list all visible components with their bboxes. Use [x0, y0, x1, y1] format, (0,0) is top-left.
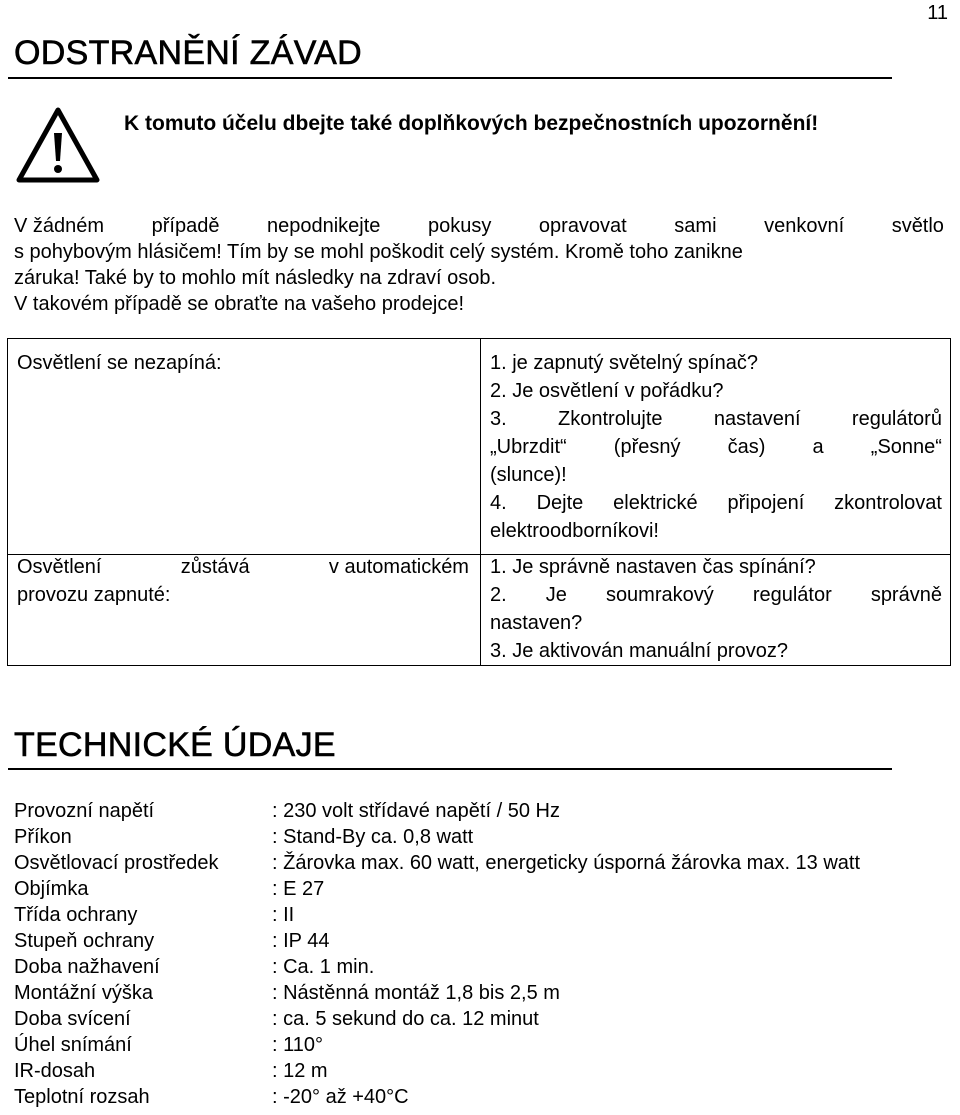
check-word: a: [812, 436, 824, 458]
check-word: „Ubrzdit“: [490, 436, 567, 458]
spec-value: : IP 44: [272, 930, 330, 952]
check-item: 2. Je osvětlení v pořádku?: [490, 380, 724, 402]
spec-value: : Ca. 1 min.: [272, 956, 375, 978]
paragraph-word: venkovní: [764, 215, 845, 237]
warning-paragraph: [14, 213, 944, 317]
paragraph-line-2: s pohybovým hlásičem! Tím by se mohl poškodit celý systém. Kromě toho zanikne: [14, 241, 743, 263]
paragraph-word: případě: [151, 215, 220, 237]
check-item: 1. je zapnutý světelný spínač?: [490, 352, 758, 374]
spec-label: IR-dosah: [14, 1060, 96, 1082]
spec-label: Teplotní rozsah: [14, 1086, 150, 1108]
paragraph-line-3: záruka! Také by to mohlo mít následky na zdraví osob.: [14, 267, 497, 289]
spec-row: [14, 1058, 954, 1084]
spec-value: : Nástěnná montáž 1,8 bis 2,5 m: [272, 982, 560, 1004]
problem-word: v automatickém: [328, 556, 469, 578]
paragraph-word: pokusy: [427, 215, 492, 237]
spec-label: Příkon: [14, 826, 72, 848]
spec-value: : Žárovka max. 60 watt, energeticky úsporná žárovka max. 13 watt: [272, 852, 861, 874]
problem-line: provozu zapnuté:: [17, 584, 171, 606]
check-word: čas): [727, 436, 766, 458]
check-word: (přesný: [613, 436, 681, 458]
check-item-line: [490, 489, 942, 517]
check-word: správně: [870, 584, 942, 606]
spec-value: : 12 m: [272, 1060, 328, 1082]
spec-label: Úhel snímání: [14, 1034, 132, 1056]
check-item: 1. Je správně nastaven čas spínání?: [490, 556, 816, 578]
spec-label: Provozní napětí: [14, 800, 155, 822]
check-word: 2.: [490, 584, 507, 606]
spec-label: Objímka: [14, 878, 89, 900]
check-word: připojení: [727, 492, 805, 514]
check-word: elektrické: [613, 492, 698, 514]
spec-value: : ca. 5 sekund do ca. 12 minut: [272, 1008, 539, 1030]
spec-label: Montážní výška: [14, 982, 153, 1004]
check-word: Dejte: [536, 492, 584, 514]
technical-title: TECHNICKÉ ÚDAJE: [14, 726, 336, 764]
paragraph-word: V žádném: [14, 215, 105, 237]
spec-row: [14, 824, 954, 850]
spec-row: [14, 850, 954, 876]
paragraph-word: opravovat: [538, 215, 627, 237]
check-word: zkontrolovat: [834, 492, 942, 514]
page-number: 11: [927, 2, 948, 24]
check-word: 3.: [490, 408, 507, 430]
spec-label: Stupeň ochrany: [14, 930, 155, 952]
problem-not-switching-on: Osvětlení se nezapíná:: [17, 352, 222, 374]
check-word: regulátor: [752, 584, 832, 606]
spec-row: [14, 980, 954, 1006]
problem-line: [17, 553, 469, 581]
spec-label: Doba nažhavení: [14, 956, 160, 978]
spec-value: : II: [272, 904, 295, 926]
check-word: Je: [545, 584, 567, 606]
spec-row: [14, 928, 954, 954]
problem-stays-on: [17, 553, 469, 609]
problem-word: Osvětlení: [17, 556, 102, 578]
spec-value: : -20° až +40°C: [272, 1086, 409, 1108]
spec-label: Doba svícení: [14, 1008, 131, 1030]
spec-value: : Stand-By ca. 0,8 watt: [272, 826, 474, 848]
spec-row: [14, 954, 954, 980]
spec-row: [14, 1084, 954, 1110]
spec-row: [14, 902, 954, 928]
title-rule: [8, 77, 892, 79]
check-word: „Sonne“: [870, 436, 942, 458]
troubleshooting-title: ODSTRANĚNÍ ZÁVAD: [14, 34, 362, 72]
warning-heading: K tomuto účelu dbejte také doplňkových bezpečnostních upozornění!: [124, 112, 819, 135]
spec-label: Osvětlovací prostředek: [14, 852, 219, 874]
spec-row: [14, 1006, 954, 1032]
paragraph-line-1: [14, 213, 944, 239]
check-item-line: [490, 433, 942, 461]
spec-value: : E 27: [272, 878, 325, 900]
spec-row: [14, 798, 954, 824]
check-item-line: [490, 581, 942, 609]
spec-value: : 110°: [272, 1034, 323, 1056]
spec-label: Třída ochrany: [14, 904, 138, 926]
check-word: 4.: [490, 492, 507, 514]
check-item-line: nastaven?: [490, 612, 583, 634]
problem-word: zůstává: [180, 556, 250, 578]
title-rule: [8, 768, 892, 770]
check-word: regulátorů: [851, 408, 942, 430]
checks-stays-on: [490, 553, 942, 665]
troubleshooting-table: [7, 338, 951, 666]
paragraph-word: sami: [674, 215, 717, 237]
check-word: soumrakový: [605, 584, 714, 606]
paragraph-word: nepodnikejte: [267, 215, 381, 237]
paragraph-word: světlo: [891, 215, 944, 237]
check-word: nastavení: [713, 408, 801, 430]
checks-not-switching-on: [490, 349, 942, 545]
check-item-line: [490, 405, 942, 433]
check-item: 3. Je aktivován manuální provoz?: [490, 640, 788, 662]
paragraph-line-4: V takovém případě se obraťte na vašeho prodejce!: [14, 293, 464, 315]
check-word: Zkontrolujte: [558, 408, 663, 430]
spec-value: : 230 volt střídavé napětí / 50 Hz: [272, 800, 560, 822]
spec-row: [14, 1032, 954, 1058]
check-item-line: elektroodborníkovi!: [490, 520, 659, 542]
warning-icon: [16, 107, 100, 183]
table-column-divider: [480, 339, 481, 665]
check-item-line: (slunce)!: [490, 464, 567, 486]
spec-row: [14, 876, 954, 902]
